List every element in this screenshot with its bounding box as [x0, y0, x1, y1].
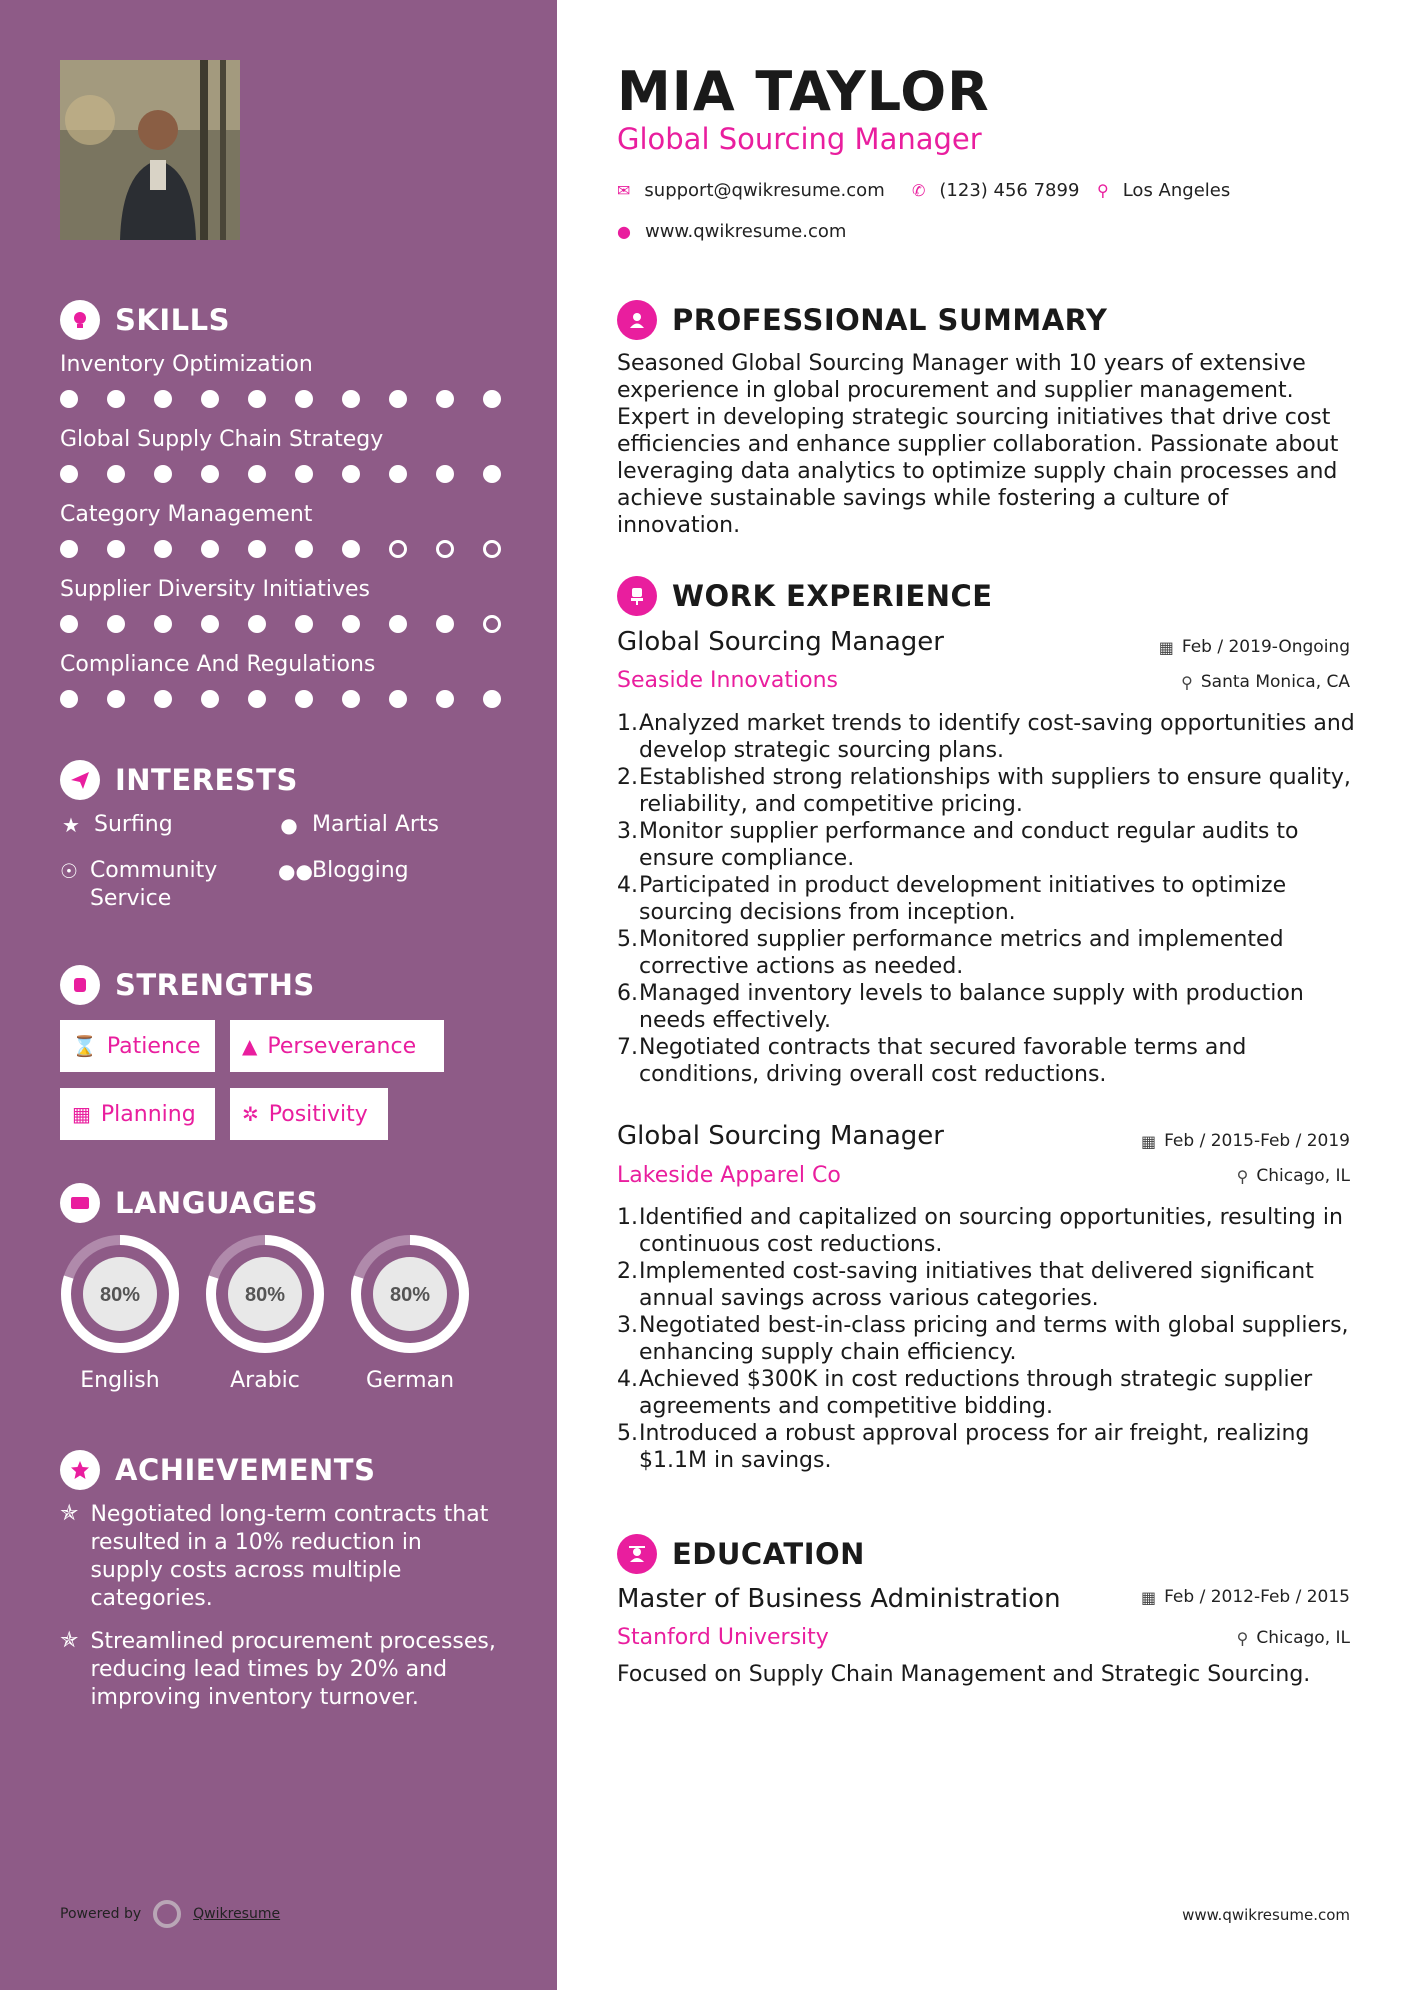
- translate-icon: [60, 1183, 100, 1223]
- powered-by: [60, 1900, 280, 1928]
- paper-plane-icon: [60, 760, 100, 800]
- globe-icon: ●: [617, 222, 631, 241]
- strength-label: Planning: [100, 1101, 196, 1127]
- interest-label: Community Service: [89, 858, 218, 911]
- list-item: 1. Identified and capitalized on sourcing opportunities, resulting in continuous cost reductions.: [617, 1204, 1367, 1258]
- job-company: Seaside Innovations: [617, 668, 838, 693]
- rating-dot-empty: [483, 615, 501, 633]
- language-name: German: [365, 1368, 455, 1393]
- language-item: [205, 1234, 325, 1393]
- skill-rating: [60, 465, 530, 483]
- interest-item: [60, 857, 260, 913]
- interest-label: Martial Arts: [312, 812, 440, 837]
- rating-dot-filled: [154, 390, 172, 408]
- interests-heading: [60, 760, 298, 800]
- rating-dot-filled: [248, 690, 266, 708]
- bullet-text: Implemented cost-saving initiatives that delivered significant annual savings across various categories.: [639, 1259, 1314, 1311]
- job-company: Lakeside Apparel Co: [617, 1163, 841, 1188]
- hourglass-icon: ⌛: [72, 1034, 97, 1058]
- shooting-star-icon: ✯: [60, 1501, 79, 1526]
- education-dates-text: Feb / 2012-Feb / 2015: [1164, 1587, 1350, 1607]
- rating-dot-filled: [342, 390, 360, 408]
- rating-dot-filled: [436, 465, 454, 483]
- strength-badge: [60, 1088, 215, 1140]
- brand-link[interactable]: Qwikresume: [193, 1906, 281, 1922]
- phone-icon: ✆: [912, 181, 926, 200]
- bullet-text: Managed inventory levels to balance supply with production needs effectively.: [639, 981, 1304, 1033]
- rating-dot-filled: [248, 615, 266, 633]
- language-percent: 80%: [389, 1284, 431, 1306]
- skill-rating: [60, 615, 530, 633]
- summary-text: Seasoned Global Sourcing Manager with 10 years of extensive experience in global procurement and supplier management. Expert in developing strategic sourcing initiatives that drive cost efficiencies and enhance supplier collaboration. Passionate about leveraging data analytics to optimize supply chain processes and achieve sustainable savings while fostering a culture of innovation.: [617, 351, 1339, 538]
- rating-dot-filled: [342, 615, 360, 633]
- rating-dot-filled: [295, 540, 313, 558]
- rating-dot-filled: [389, 690, 407, 708]
- star-icon: ★: [62, 813, 80, 837]
- strength-label: Patience: [106, 1033, 201, 1059]
- rating-dot-filled: [201, 390, 219, 408]
- job-title: Global Sourcing Manager: [617, 1121, 944, 1151]
- rating-dot-filled: [342, 465, 360, 483]
- rating-dot-filled: [60, 390, 78, 408]
- summary-title: PROFESSIONAL SUMMARY: [672, 303, 1108, 337]
- rating-dot-filled: [107, 690, 125, 708]
- footer-website[interactable]: www.qwikresume.com: [1182, 1906, 1350, 1924]
- interest-item: [278, 857, 498, 885]
- rating-dot-filled: [107, 390, 125, 408]
- list-item: 3. Monitor supplier performance and conduct regular audits to ensure compliance.: [617, 818, 1367, 872]
- language-name: Arabic: [230, 1368, 300, 1393]
- job-dates: [1159, 637, 1350, 657]
- trophy-star-icon: [60, 1450, 100, 1490]
- list-item: 6. Managed inventory levels to balance supply with production needs effectively.: [617, 980, 1367, 1034]
- rating-dot-filled: [389, 615, 407, 633]
- interest-item: [278, 811, 498, 839]
- pin-icon: ⚲: [1181, 672, 1193, 692]
- education-location-text: Chicago, IL: [1256, 1628, 1350, 1648]
- experience-title: WORK EXPERIENCE: [672, 579, 993, 613]
- education-title: EDUCATION: [672, 1537, 865, 1571]
- list-item: 2. Implemented cost-saving initiatives that delivered significant annual savings across various categories.: [617, 1258, 1367, 1312]
- job-title: Global Sourcing Manager: [617, 627, 944, 657]
- calendar-icon: ▦: [1158, 637, 1174, 657]
- rating-dot-filled: [60, 465, 78, 483]
- location-text: Los Angeles: [1122, 180, 1231, 201]
- envelope-icon: ✉: [617, 181, 631, 200]
- job-bullets: [617, 1204, 1367, 1474]
- rating-dot-filled: [107, 540, 125, 558]
- list-item: 7. Negotiated contracts that secured favorable terms and conditions, driving overall cost reductions.: [617, 1034, 1367, 1088]
- rating-dot-empty: [389, 540, 407, 558]
- pin-icon: ⚲: [1236, 1628, 1249, 1648]
- list-item: 4. Achieved $300K in cost reductions through strategic supplier agreements and competitive bidding.: [617, 1366, 1367, 1420]
- job-dates-text: Feb / 2019-Ongoing: [1181, 637, 1350, 657]
- rating-dot-filled: [389, 390, 407, 408]
- contact-location: [1097, 180, 1230, 201]
- language-item: [350, 1234, 470, 1393]
- list-item: 1. Analyzed market trends to identify cost-saving opportunities and develop strategic sourcing plans.: [617, 710, 1367, 764]
- languages-heading: [60, 1183, 318, 1223]
- bullet-text: Negotiated contracts that secured favorable terms and conditions, driving overall cost reductions.: [639, 1035, 1247, 1087]
- education-description: Focused on Supply Chain Management and Strategic Sourcing.: [617, 1662, 1311, 1687]
- rating-dot-filled: [248, 390, 266, 408]
- rating-dot-filled: [295, 615, 313, 633]
- rating-dot-empty: [436, 540, 454, 558]
- bullet-text: Negotiated best-in-class pricing and terms with global suppliers, enhancing supply chain efficiency.: [639, 1313, 1349, 1365]
- bullet-text: Monitor supplier performance and conduct regular audits to ensure compliance.: [639, 819, 1299, 871]
- interests-title: INTERESTS: [115, 763, 298, 797]
- phone-text: (123) 456 7899: [939, 180, 1080, 201]
- strength-badge: [230, 1088, 388, 1140]
- list-item: 5. Monitored supplier performance metrics and implemented corrective actions as needed.: [617, 926, 1367, 980]
- graduate-icon: [617, 1534, 657, 1574]
- main-content: [557, 0, 1407, 1990]
- job-dates-text: Feb / 2015-Feb / 2019: [1164, 1131, 1350, 1151]
- skill-rating: [60, 390, 530, 408]
- rating-dot-filled: [342, 540, 360, 558]
- bullet-text: Participated in product development initiatives to optimize sourcing decisions from inception.: [639, 873, 1287, 925]
- rating-dot-filled: [295, 690, 313, 708]
- lightbulb-icon: [60, 300, 100, 340]
- strengths-title: STRENGTHS: [115, 968, 315, 1002]
- sidebar: [0, 0, 557, 1990]
- rating-dot-filled: [483, 465, 501, 483]
- achievement-item: [60, 1628, 500, 1712]
- achievements-heading: [60, 1450, 375, 1490]
- rating-dot-filled: [201, 615, 219, 633]
- email-text[interactable]: support@qwikresume.com: [644, 180, 885, 201]
- candidate-name: MIA TAYLOR: [617, 60, 990, 123]
- mountain-icon: ▲: [242, 1034, 258, 1058]
- rating-dot-filled: [60, 540, 78, 558]
- skill-rating: [60, 690, 530, 708]
- experience-heading: [617, 576, 993, 616]
- rating-dot-filled: [154, 540, 172, 558]
- list-item: 4. Participated in product development initiatives to optimize sourcing decisions from inception.: [617, 872, 1367, 926]
- interest-label: Blogging: [312, 858, 409, 883]
- rating-dot-empty: [483, 540, 501, 558]
- job-dates: [1141, 1131, 1350, 1151]
- shooting-star-icon: ✯: [60, 1628, 79, 1653]
- rating-dot-filled: [389, 465, 407, 483]
- calendar-icon: ▦: [1140, 1587, 1157, 1607]
- user-icon: [617, 300, 657, 340]
- rating-dot-filled: [436, 690, 454, 708]
- skills-title: SKILLS: [115, 303, 230, 337]
- gear-icon: ✲: [242, 1102, 259, 1126]
- rating-dot-filled: [483, 690, 501, 708]
- rating-dot-filled: [248, 540, 266, 558]
- calendar-icon: ▦: [1140, 1131, 1157, 1151]
- rating-dot-filled: [60, 690, 78, 708]
- strength-label: Perseverance: [267, 1033, 417, 1059]
- strength-badge: [230, 1020, 444, 1072]
- job-location: [1181, 672, 1350, 692]
- rating-dot-filled: [201, 465, 219, 483]
- language-item: [60, 1234, 180, 1393]
- list-item: 2. Established strong relationships with suppliers to ensure quality, reliability, and competitive pricing.: [617, 764, 1367, 818]
- education-heading: [617, 1534, 865, 1574]
- language-name: English: [80, 1368, 160, 1393]
- rating-dot-filled: [295, 390, 313, 408]
- rating-dot-filled: [342, 690, 360, 708]
- candidate-role: Global Sourcing Manager: [617, 122, 982, 156]
- language-gauge: [60, 1234, 180, 1354]
- users-icon: ●●: [278, 859, 313, 883]
- language-percent: 80%: [99, 1284, 141, 1306]
- calendar-icon: ▦: [72, 1102, 91, 1126]
- job-location-text: Chicago, IL: [1256, 1166, 1350, 1186]
- achievement-item: [60, 1501, 500, 1613]
- rating-dot-filled: [201, 540, 219, 558]
- bullet-text: Achieved $300K in cost reductions through strategic supplier agreements and competitive bidding.: [639, 1367, 1313, 1419]
- contact-phone: [912, 180, 1079, 201]
- strength-label: Positivity: [268, 1101, 368, 1127]
- rating-dot-filled: [154, 615, 172, 633]
- interest-item: [60, 811, 260, 839]
- rating-dot-filled: [436, 615, 454, 633]
- strengths-heading: [60, 965, 315, 1005]
- bullet-text: Monitored supplier performance metrics and implemented corrective actions as needed.: [639, 927, 1284, 979]
- powered-by-label: Powered by: [60, 1906, 142, 1922]
- education-dates: [1141, 1587, 1350, 1607]
- skill-name: Global Supply Chain Strategy: [60, 427, 384, 452]
- rating-dot-filled: [295, 465, 313, 483]
- rating-dot-filled: [248, 465, 266, 483]
- school-name: Stanford University: [617, 1625, 829, 1650]
- languages-title: LANGUAGES: [115, 1186, 319, 1220]
- contact-website: [617, 221, 846, 242]
- job-location: [1237, 1166, 1350, 1186]
- skill-name: Inventory Optimization: [60, 352, 313, 377]
- skills-heading: [60, 300, 230, 340]
- degree-title: Master of Business Administration: [617, 1584, 1061, 1614]
- education-location: [1237, 1628, 1350, 1648]
- bullet-text: Analyzed market trends to identify cost-saving opportunities and develop strategic sourcing plans.: [639, 711, 1355, 763]
- rating-dot-filled: [436, 390, 454, 408]
- website-text[interactable]: www.qwikresume.com: [644, 221, 847, 242]
- profile-photo: [60, 60, 240, 240]
- hand-icon: ☉: [60, 859, 78, 883]
- chair-icon: [617, 576, 657, 616]
- bullet-text: Identified and capitalized on sourcing opportunities, resulting in continuous cost reductions.: [639, 1205, 1343, 1257]
- rating-dot-filled: [154, 465, 172, 483]
- rating-dot-filled: [154, 690, 172, 708]
- job-location-text: Santa Monica, CA: [1200, 672, 1350, 692]
- qwikresume-logo-icon: [153, 1900, 181, 1928]
- list-item: 3. Negotiated best-in-class pricing and terms with global suppliers, enhancing supply chain efficiency.: [617, 1312, 1367, 1366]
- map-pin-icon: ⚲: [1097, 181, 1109, 200]
- summary-heading: [617, 300, 1107, 340]
- language-gauge: [350, 1234, 470, 1354]
- rating-dot-filled: [201, 690, 219, 708]
- contact-email: [617, 180, 885, 201]
- rating-dot-filled: [60, 615, 78, 633]
- interest-label: Surfing: [94, 812, 173, 837]
- bullet-text: Established strong relationships with suppliers to ensure quality, reliability, and competitive pricing.: [639, 765, 1351, 817]
- globe-icon: ●: [280, 813, 298, 837]
- skill-rating: [60, 540, 530, 558]
- pin-icon: ⚲: [1236, 1166, 1249, 1186]
- job-bullets: [617, 710, 1367, 1088]
- achievements-title: ACHIEVEMENTS: [115, 1453, 376, 1487]
- language-percent: 80%: [244, 1284, 286, 1306]
- rating-dot-filled: [483, 390, 501, 408]
- skill-name: Category Management: [60, 502, 313, 527]
- skill-name: Supplier Diversity Initiatives: [60, 577, 371, 602]
- achievement-text: Negotiated long-term contracts that resulted in a 10% reduction in supply costs across multiple categories.: [90, 1502, 489, 1611]
- skill-name: Compliance And Regulations: [60, 652, 376, 677]
- fist-icon: [60, 965, 100, 1005]
- bullet-text: Introduced a robust approval process for air freight, realizing $1.1M in savings.: [639, 1421, 1310, 1473]
- achievement-text: Streamlined procurement processes, reducing lead times by 20% and improving inventory turnover.: [90, 1629, 496, 1710]
- strength-badge: [60, 1020, 215, 1072]
- language-gauge: [205, 1234, 325, 1354]
- rating-dot-filled: [107, 615, 125, 633]
- list-item: 5. Introduced a robust approval process for air freight, realizing $1.1M in savings.: [617, 1420, 1367, 1474]
- rating-dot-filled: [107, 465, 125, 483]
